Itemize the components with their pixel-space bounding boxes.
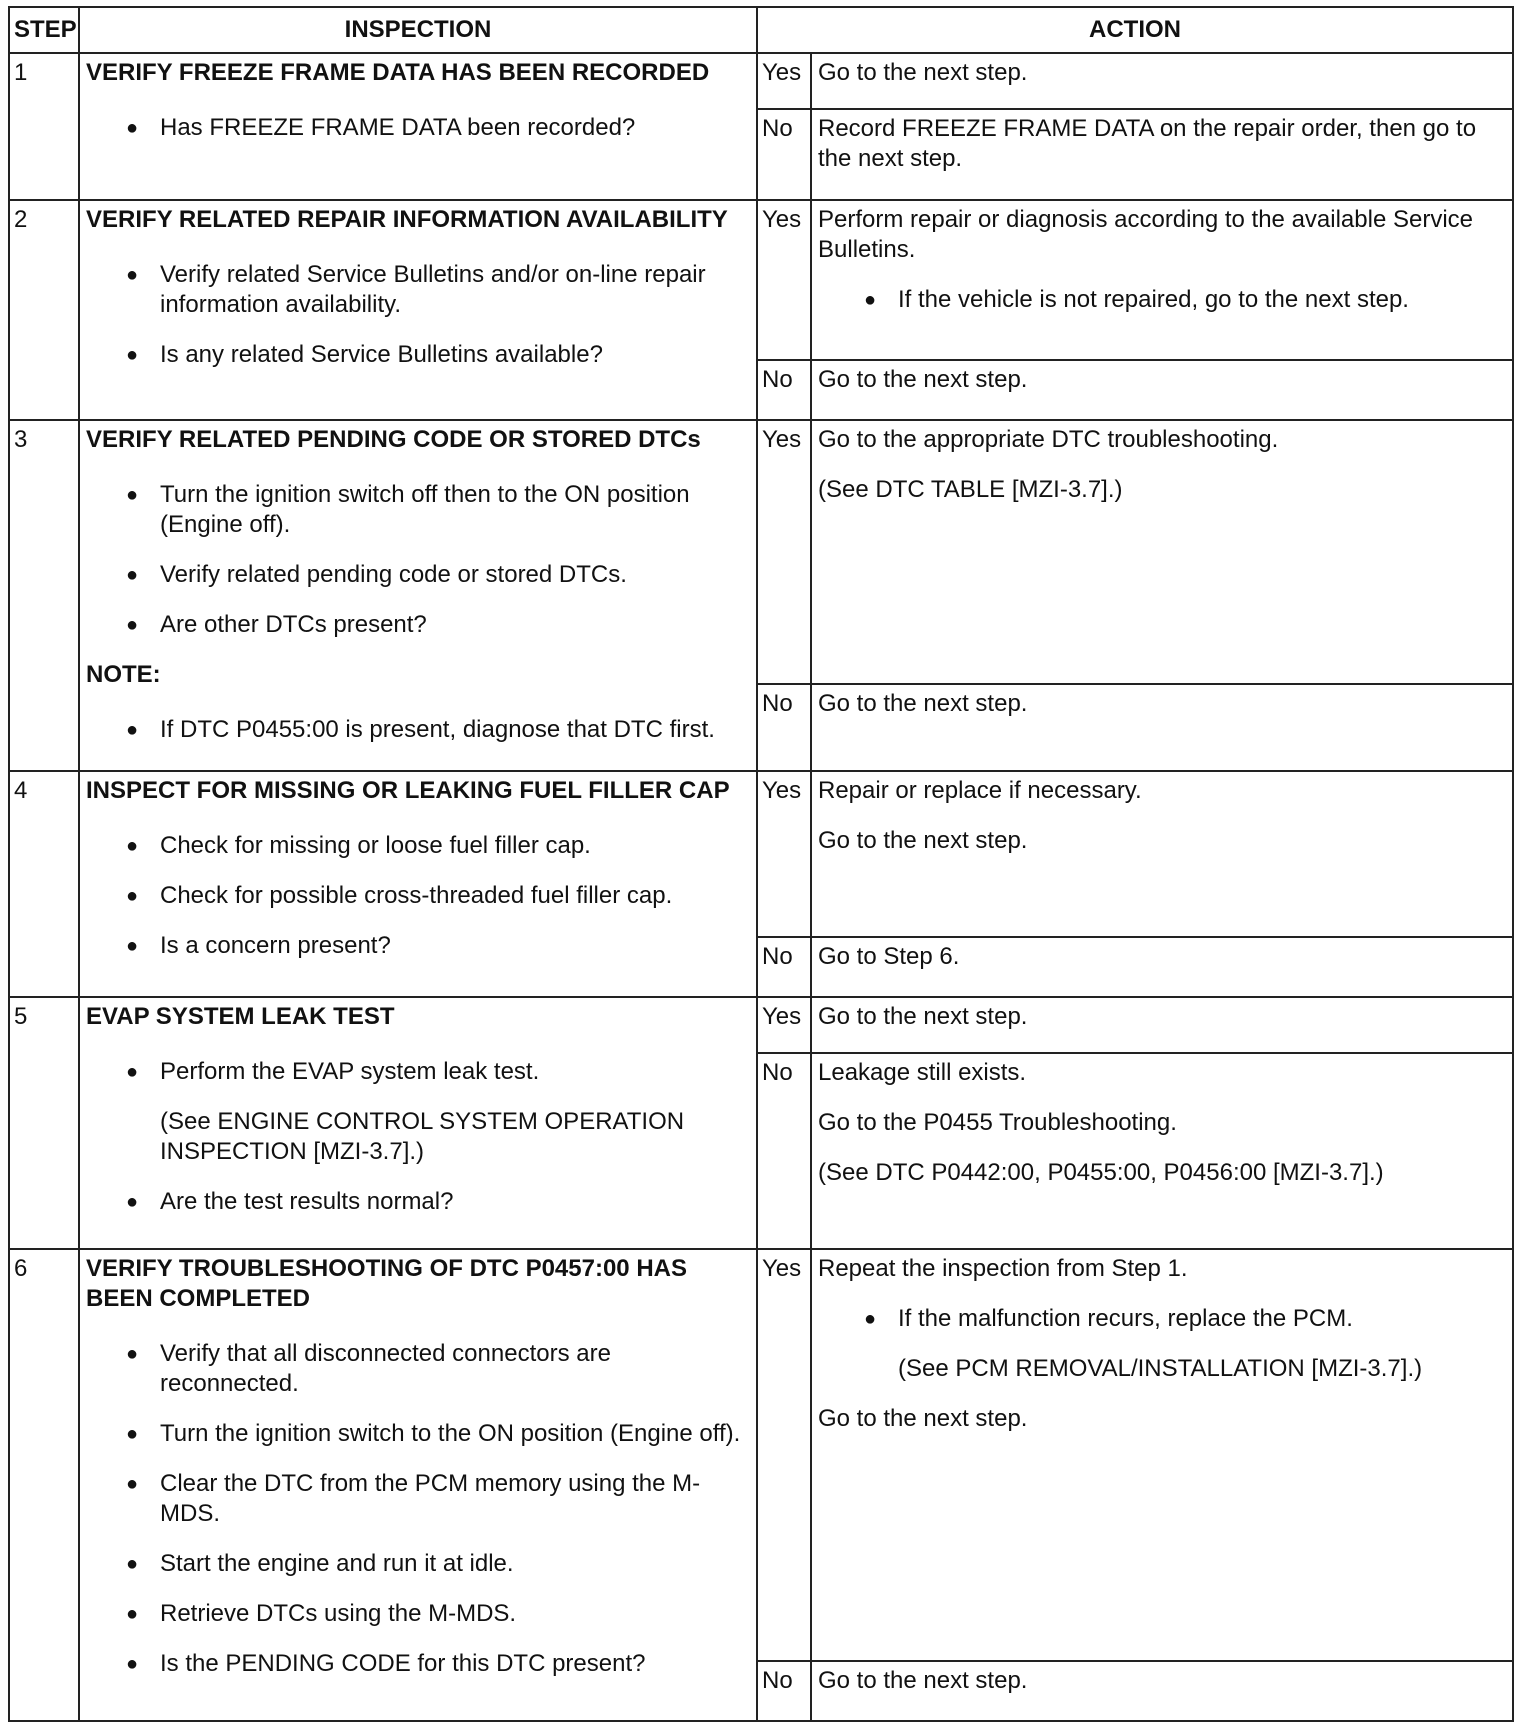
action-reference: (See DTC P0442:00, P0455:00, P0456:00 [MZI-3.7].) <box>818 1158 1384 1186</box>
step-title: INSPECT FOR MISSING OR LEAKING FUEL FILLER CAP <box>86 777 730 805</box>
step-5-no-action <box>811 1053 1513 1250</box>
troubleshooting-table <box>8 6 1514 1722</box>
step-3-yes-row <box>9 420 1513 684</box>
step-1-yes-action <box>811 53 1513 109</box>
inspection-bullet: ● Turn the ignition switch to the ON position (Engine off). <box>86 1419 750 1449</box>
action-bullet: ● If the malfunction recurs, replace the PCM. <box>818 1304 1506 1334</box>
inspection-bullet: ● Verify related Service Bulletins and/or on-line repair information availability. <box>86 260 750 320</box>
inspection-bullet: ● Verify that all disconnected connectors are reconnected. <box>86 1339 750 1399</box>
action-reference: (See DTC TABLE [MZI-3.7].) <box>818 475 1123 503</box>
inspection-bullet: ● Retrieve DTCs using the M-MDS. <box>86 1599 750 1629</box>
step-3-yes-action <box>811 420 1513 684</box>
step-title: VERIFY RELATED PENDING CODE OR STORED DTCs <box>86 425 701 453</box>
step-title: EVAP SYSTEM LEAK TEST <box>86 1002 395 1030</box>
step-4-yes-action <box>811 771 1513 937</box>
step-2-inspection <box>79 200 757 420</box>
step-6-yes-row <box>9 1249 1513 1661</box>
step-2-no-action <box>811 360 1513 420</box>
inspection-bullet: ● Check for possible cross-threaded fuel filler cap. <box>86 881 750 911</box>
inspection-bullet: ● Is any related Service Bulletins available? <box>86 340 750 370</box>
inspection-bullet: ● Are the test results normal? <box>86 1187 750 1217</box>
step-5-yes-action <box>811 997 1513 1053</box>
action-text: Go to the P0455 Troubleshooting. <box>818 1108 1177 1136</box>
header-inspection: INSPECTION <box>79 7 757 53</box>
answer-yes: Yes <box>757 1249 811 1661</box>
answer-no: No <box>757 1053 811 1250</box>
inspection-bullet: ● Has FREEZE FRAME DATA been recorded? <box>86 113 750 143</box>
answer-no: No <box>757 109 811 200</box>
action-text: Go to the appropriate DTC troubleshooting. <box>818 425 1279 453</box>
step-1-no-action <box>811 109 1513 200</box>
action-text: Go to the next step. <box>818 366 1028 394</box>
action-text: Go to the next step. <box>818 827 1028 855</box>
step-1-inspection <box>79 53 757 200</box>
step-3-no-action <box>811 684 1513 771</box>
step-number: 5 <box>9 997 79 1250</box>
action-text: Perform repair or diagnosis according to the available Service Bulletins. <box>818 206 1473 264</box>
action-reference: (See PCM REMOVAL/INSTALLATION [MZI-3.7].) <box>898 1355 1423 1383</box>
note-label: NOTE: <box>86 660 161 688</box>
header-row <box>9 7 1513 53</box>
action-text: Record FREEZE FRAME DATA on the repair order, then go to the next step. <box>818 115 1477 172</box>
step-title: VERIFY FREEZE FRAME DATA HAS BEEN RECORDED <box>86 59 710 86</box>
action-text: Repair or replace if necessary. <box>818 777 1142 805</box>
answer-no: No <box>757 684 811 771</box>
action-bullet: ● If the vehicle is not repaired, go to the next step. <box>818 285 1506 315</box>
step-1-yes-row <box>9 53 1513 109</box>
step-number: 3 <box>9 420 79 771</box>
step-6-yes-action <box>811 1249 1513 1661</box>
action-text: Go to the next step. <box>818 1405 1028 1433</box>
inspection-bullet: ● Is a concern present? <box>86 931 750 961</box>
step-6-inspection <box>79 1249 757 1721</box>
step-4-yes-row <box>9 771 1513 937</box>
answer-yes: Yes <box>757 771 811 937</box>
action-text: Repeat the inspection from Step 1. <box>818 1255 1188 1283</box>
action-text: Leakage still exists. <box>818 1058 1027 1086</box>
action-text: Go to Step 6. <box>818 943 960 971</box>
action-text: Go to the next step. <box>818 1002 1028 1030</box>
header-step: STEP <box>9 7 79 53</box>
step-5-inspection <box>79 997 757 1250</box>
step-4-no-action <box>811 937 1513 997</box>
inspection-bullet: ● Turn the ignition switch off then to the ON position (Engine off). <box>86 480 750 540</box>
step-number: 1 <box>9 53 79 200</box>
inspection-bullet: ● Clear the DTC from the PCM memory using the M-MDS. <box>86 1469 750 1529</box>
step-number: 4 <box>9 771 79 997</box>
step-title: VERIFY RELATED REPAIR INFORMATION AVAILABILITY <box>86 206 728 234</box>
step-number: 6 <box>9 1249 79 1721</box>
inspection-bullet: ● Verify related pending code or stored DTCs. <box>86 560 750 590</box>
step-2-yes-action <box>811 200 1513 360</box>
action-text: Go to the next step. <box>818 59 1028 86</box>
answer-no: No <box>757 360 811 420</box>
inspection-bullet: ● Is the PENDING CODE for this DTC present? <box>86 1649 750 1679</box>
step-title: VERIFY TROUBLESHOOTING OF DTC P0457:00 HAS BEEN COMPLETED <box>86 1255 687 1313</box>
step-2-yes-row <box>9 200 1513 360</box>
step-6-no-action <box>811 1661 1513 1721</box>
answer-no: No <box>757 937 811 997</box>
step-number: 2 <box>9 200 79 420</box>
action-text: Go to the next step. <box>818 689 1028 717</box>
inspection-bullet: ● Perform the EVAP system leak test. <box>86 1057 750 1087</box>
header-action: ACTION <box>757 7 1513 53</box>
note-bullet: ● If DTC P0455:00 is present, diagnose that DTC first. <box>86 715 750 745</box>
inspection-reference: (See ENGINE CONTROL SYSTEM OPERATION INSPECTION [MZI-3.7].) <box>160 1107 685 1165</box>
action-text: Go to the next step. <box>818 1667 1028 1695</box>
step-5-yes-row <box>9 997 1513 1053</box>
inspection-bullet: ● Start the engine and run it at idle. <box>86 1549 750 1579</box>
answer-yes: Yes <box>757 997 811 1053</box>
answer-yes: Yes <box>757 420 811 684</box>
inspection-bullet: ● Are other DTCs present? <box>86 610 750 640</box>
answer-no: No <box>757 1661 811 1721</box>
inspection-bullet: ● Check for missing or loose fuel filler cap. <box>86 831 750 861</box>
step-4-inspection <box>79 771 757 997</box>
answer-yes: Yes <box>757 200 811 360</box>
step-3-inspection <box>79 420 757 771</box>
answer-yes: Yes <box>757 53 811 109</box>
